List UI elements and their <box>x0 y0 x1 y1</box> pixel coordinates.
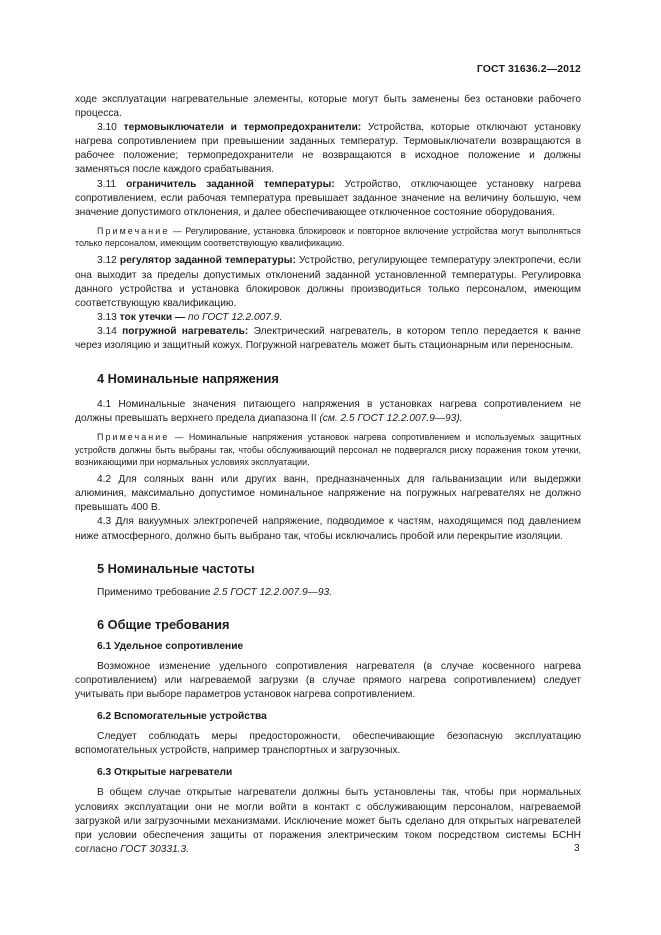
term-name: ограничитель заданной температуры: <box>126 178 335 190</box>
term-name: регулятор заданной температуры: <box>119 255 296 267</box>
note-1 <box>75 225 581 250</box>
note-2 <box>75 431 581 468</box>
section-6-heading: 6 Общие требования <box>97 616 230 632</box>
paragraph-6-3 <box>75 786 581 856</box>
term-reference: по ГОСТ 12.2.007.9. <box>188 311 283 323</box>
paragraph-5 <box>75 586 581 600</box>
term-number: 3.10 <box>97 122 117 134</box>
paragraph-text: В общем случае открытые нагреватели должны быть установлены так, чтобы при нормальных условиях эксплуатации они не могли войти в контакт с обслуживающим персоналом, нагреваемой загрузкой или загрузочными механизмами. Исключение может быть сделано для открытых нагревателей при условии обеспечения защиты от поражения электрическим током посредством системы БСНН согласно <box>75 787 581 855</box>
subsection-6-2-heading: 6.2 Вспомогательные устройства <box>97 711 267 723</box>
term-3-14 <box>75 325 581 353</box>
paragraph-4-2: 4.2 Для соляных ванн или других ванн, предназначенных для гальванизации или выдержки алюминия, максимально допустимое номинальное напряжение на погружных нагревателях не должно превышать 400 В. <box>75 474 581 514</box>
term-definition: Электрический нагреватель, в котором тепло передается к ванне через изоляцию и защитный кожух. Погружной нагреватель может быть стационарным или переносным. <box>75 325 581 351</box>
standard-header: ГОСТ 31636.2—2012 <box>476 63 581 75</box>
note-dash: — <box>169 225 186 236</box>
paragraph-6-2: Следует соблюдать меры предосторожности, обеспечивающие безопасную эксплуатацию вспомогательных устройств, например транспортных и загрузочных. <box>75 731 581 757</box>
intro-paragraph: ходе эксплуатации нагревательные элементы, которые могут быть заменены без остановки рабочего процесса. <box>75 94 581 120</box>
term-3-13 <box>75 311 581 325</box>
reference: 2.5 ГОСТ 12.2.007.9—93. <box>213 586 333 598</box>
note-label: Примечание <box>97 432 170 443</box>
page-content <box>75 93 581 857</box>
term-number: 3.11 <box>97 178 117 190</box>
term-number: 3.12 <box>97 255 117 267</box>
term-definition: Устройства, которые отключают установку нагрева сопротивлением при превышении заданных температур. Термовыключатели возвращаются в рабочее положение; термопредохранители не возвращаются в исходное положение и должны заменяться после каждого срабатывания. <box>75 122 581 176</box>
subsection-6-1-heading: 6.1 Удельное сопротивление <box>97 640 244 652</box>
term-3-11 <box>75 178 581 220</box>
term-name: ток утечки — <box>119 311 186 323</box>
subsection-6-3-heading: 6.3 Открытые нагреватели <box>97 767 233 779</box>
section-4-heading: 4 Номинальные напряжения <box>97 371 279 387</box>
note-text: Номинальные напряжения установок нагрева сопротивлением и используемых защитных устройств должны быть выбраны так, чтобы обслуживающий персонал не подвергался риску поражения током утечки, возникающими при нормальных условиях эксплуатации. <box>75 432 581 467</box>
note-dash: — <box>169 432 189 443</box>
note-label: Примечание <box>97 225 170 236</box>
term-name: погружной нагреватель: <box>122 325 249 337</box>
section-5-heading: 5 Номинальные частоты <box>97 560 255 576</box>
term-3-10 <box>75 121 581 177</box>
paragraph-6-1: Возможное изменение удельного сопротивления нагревателя (в случае косвенного нагрева сопротивлением) или нагреваемой загрузки (в случае прямого нагрева сопротивлением) следует учитывать при выборе параметров установок нагрева сопротивлением. <box>75 660 581 701</box>
page-number: 3 <box>574 843 580 854</box>
note-text: Регулирование, установка блокировок и повторное включение устройства могут выполняться только персоналом, имеющим соответствующую квалификацию. <box>75 225 581 249</box>
reference: (см. 2.5 ГОСТ 12.2.007.9—93). <box>319 413 463 425</box>
paragraph-4-3: 4.3 Для вакуумных электропечей напряжение, подводимое к частям, находящимся под давлением ниже атмосферного, должно быть выбрано так, чтобы исключались пробой или перекрытие изоляции. <box>75 516 581 542</box>
term-definition: Устройство, отключающее установку нагрева сопротивлением, если рабочая температура превышает заданное значение на величину большую, чем значение допустимого отклонения, и далее обеспечивающее отключенное состояние оборудования. <box>75 178 581 218</box>
term-name: термовыключатели и термопредохранители: <box>123 122 362 134</box>
paragraph-text: 4.1 Номинальные значения питающего напряжения в установках нагрева сопротивлением не должны превышать верхнего предела диапазона II <box>75 399 581 425</box>
term-3-12 <box>75 254 581 310</box>
reference: ГОСТ 30331.3. <box>120 843 190 855</box>
paragraph-4-1 <box>75 398 581 426</box>
term-definition: Устройство, регулирующее температуру электропечи, если она выходит за пределы допустимых отклонений заданной установленной температуры. Регулировка данного устройства и установка блокировок должны производиться только персоналом, имеющим соответствующую квалификацию. <box>75 255 581 309</box>
term-number: 3.13 <box>97 311 117 323</box>
term-number: 3.14 <box>97 325 117 337</box>
paragraph-text: Применимо требование <box>97 586 214 598</box>
